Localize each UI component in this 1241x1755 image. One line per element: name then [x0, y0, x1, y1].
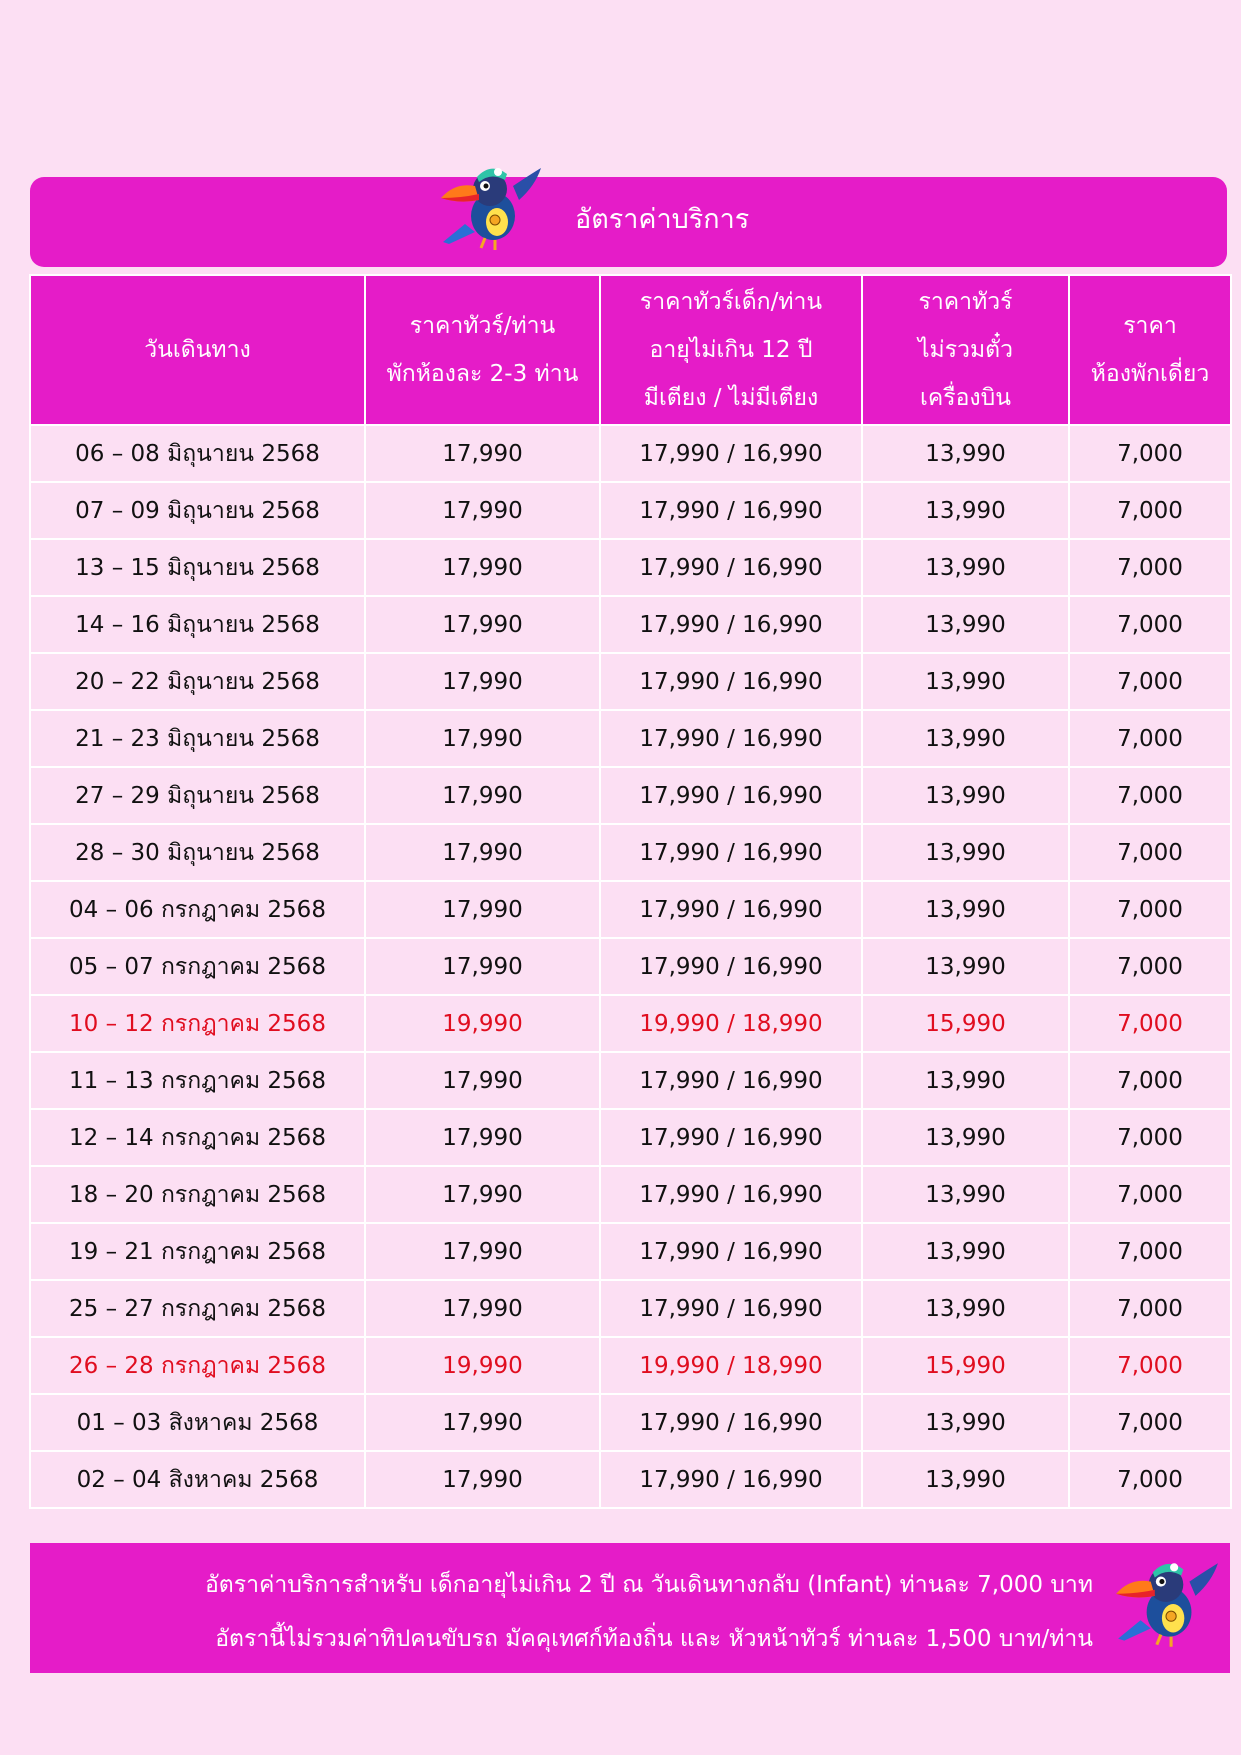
cell-single-room-price: 7,000	[1069, 539, 1231, 596]
cell-adult-price: 17,990	[365, 653, 600, 710]
cell-date: 20 – 22 มิถุนายน 2568	[30, 653, 365, 710]
table-row	[30, 824, 1231, 881]
footer-tip-note: อัตรานี้ไม่รวมค่าทิปคนขับรถ มัคคุเทศก์ท้องถิ่น และ หัวหน้าทัวร์ ท่านละ 1,500 บาท/ท่าน	[215, 1626, 1093, 1652]
cell-child-price: 17,990 / 16,990	[600, 425, 862, 482]
col-header-line: ราคา	[1123, 313, 1177, 339]
cell-date: 12 – 14 กรกฎาคม 2568	[30, 1109, 365, 1166]
cell-no-ticket-price: 13,990	[862, 1052, 1069, 1109]
cell-single-room-price: 7,000	[1069, 596, 1231, 653]
col-header-no-ticket-price	[862, 275, 1069, 425]
cell-date: 28 – 30 มิถุนายน 2568	[30, 824, 365, 881]
cell-child-price: 17,990 / 16,990	[600, 1451, 862, 1508]
cell-date: 10 – 12 กรกฎาคม 2568	[30, 995, 365, 1052]
cell-adult-price: 17,990	[365, 1166, 600, 1223]
table-row	[30, 653, 1231, 710]
page-title: อัตราค่าบริการ	[575, 204, 750, 235]
table-row	[30, 539, 1231, 596]
cell-child-price: 17,990 / 16,990	[600, 1109, 862, 1166]
cell-date: 04 – 06 กรกฎาคม 2568	[30, 881, 365, 938]
cell-no-ticket-price: 13,990	[862, 1280, 1069, 1337]
col-header-line: ราคาทัวร์เด็ก/ท่าน	[639, 289, 823, 315]
cell-date: 07 – 09 มิถุนายน 2568	[30, 482, 365, 539]
col-header-line: ราคาทัวร์/ท่าน	[409, 313, 556, 339]
cell-child-price: 17,990 / 16,990	[600, 1280, 862, 1337]
cell-no-ticket-price: 13,990	[862, 824, 1069, 881]
cell-adult-price: 17,990	[365, 710, 600, 767]
cell-child-price: 19,990 / 18,990	[600, 1337, 862, 1394]
table-row	[30, 995, 1231, 1052]
col-header-line: เครื่องบิน	[920, 385, 1011, 411]
cell-no-ticket-price: 13,990	[862, 881, 1069, 938]
cell-adult-price: 17,990	[365, 1280, 600, 1337]
cell-no-ticket-price: 13,990	[862, 938, 1069, 995]
cell-adult-price: 17,990	[365, 767, 600, 824]
cell-adult-price: 17,990	[365, 425, 600, 482]
table-row	[30, 596, 1231, 653]
cell-adult-price: 17,990	[365, 482, 600, 539]
cell-date: 06 – 08 มิถุนายน 2568	[30, 425, 365, 482]
cell-single-room-price: 7,000	[1069, 1109, 1231, 1166]
cell-child-price: 17,990 / 16,990	[600, 596, 862, 653]
cell-single-room-price: 7,000	[1069, 824, 1231, 881]
cell-date: 25 – 27 กรกฎาคม 2568	[30, 1280, 365, 1337]
col-header-date	[30, 275, 365, 425]
table-row	[30, 1337, 1231, 1394]
cell-child-price: 17,990 / 16,990	[600, 710, 862, 767]
cell-child-price: 17,990 / 16,990	[600, 1394, 862, 1451]
cell-no-ticket-price: 15,990	[862, 1337, 1069, 1394]
toucan-mascot-icon	[435, 164, 545, 254]
cell-child-price: 17,990 / 16,990	[600, 767, 862, 824]
col-header-line: ไม่รวมตั๋ว	[917, 337, 1013, 363]
cell-date: 19 – 21 กรกฎาคม 2568	[30, 1223, 365, 1280]
cell-no-ticket-price: 15,990	[862, 995, 1069, 1052]
price-table	[29, 274, 1232, 1509]
cell-adult-price: 17,990	[365, 1394, 600, 1451]
cell-single-room-price: 7,000	[1069, 1223, 1231, 1280]
table-row	[30, 710, 1231, 767]
col-header-adult-price	[365, 275, 600, 425]
col-header-line: อายุไม่เกิน 12 ปี	[649, 337, 813, 363]
cell-date: 26 – 28 กรกฎาคม 2568	[30, 1337, 365, 1394]
col-header-child-price	[600, 275, 862, 425]
cell-date: 27 – 29 มิถุนายน 2568	[30, 767, 365, 824]
cell-child-price: 17,990 / 16,990	[600, 482, 862, 539]
cell-no-ticket-price: 13,990	[862, 425, 1069, 482]
col-header-line: วันเดินทาง	[144, 337, 251, 363]
table-row	[30, 1451, 1231, 1508]
cell-single-room-price: 7,000	[1069, 1166, 1231, 1223]
cell-single-room-price: 7,000	[1069, 710, 1231, 767]
cell-no-ticket-price: 13,990	[862, 1166, 1069, 1223]
cell-single-room-price: 7,000	[1069, 995, 1231, 1052]
col-header-line: มีเตียง / ไม่มีเตียง	[643, 385, 819, 411]
cell-date: 11 – 13 กรกฎาคม 2568	[30, 1052, 365, 1109]
cell-date: 18 – 20 กรกฎาคม 2568	[30, 1166, 365, 1223]
table-row	[30, 1280, 1231, 1337]
cell-no-ticket-price: 13,990	[862, 482, 1069, 539]
cell-no-ticket-price: 13,990	[862, 653, 1069, 710]
cell-date: 14 – 16 มิถุนายน 2568	[30, 596, 365, 653]
col-header-line: พักห้องละ 2-3 ท่าน	[386, 361, 579, 387]
table-row	[30, 1223, 1231, 1280]
cell-single-room-price: 7,000	[1069, 482, 1231, 539]
col-header-line: ราคาทัวร์	[918, 289, 1013, 315]
title-bar	[30, 177, 1227, 267]
table-row	[30, 1394, 1231, 1451]
cell-no-ticket-price: 13,990	[862, 1451, 1069, 1508]
cell-child-price: 17,990 / 16,990	[600, 1223, 862, 1280]
cell-no-ticket-price: 13,990	[862, 596, 1069, 653]
table-row	[30, 881, 1231, 938]
toucan-mascot-icon	[1110, 1555, 1222, 1655]
cell-adult-price: 19,990	[365, 1337, 600, 1394]
cell-single-room-price: 7,000	[1069, 1052, 1231, 1109]
table-header-row	[30, 275, 1231, 425]
cell-adult-price: 17,990	[365, 1451, 600, 1508]
cell-single-room-price: 7,000	[1069, 767, 1231, 824]
cell-single-room-price: 7,000	[1069, 1451, 1231, 1508]
footer-note	[30, 1543, 1230, 1673]
footer-infant-note: อัตราค่าบริการสำหรับ เด็กอายุไม่เกิน 2 ปี ณ วันเดินทางกลับ (Infant) ท่านละ 7,000 บาท	[204, 1572, 1093, 1598]
cell-adult-price: 17,990	[365, 881, 600, 938]
table-row	[30, 482, 1231, 539]
cell-no-ticket-price: 13,990	[862, 539, 1069, 596]
cell-date: 01 – 03 สิงหาคม 2568	[30, 1394, 365, 1451]
cell-child-price: 17,990 / 16,990	[600, 881, 862, 938]
cell-child-price: 17,990 / 16,990	[600, 1166, 862, 1223]
cell-adult-price: 19,990	[365, 995, 600, 1052]
table-row	[30, 767, 1231, 824]
cell-child-price: 17,990 / 16,990	[600, 938, 862, 995]
cell-single-room-price: 7,000	[1069, 881, 1231, 938]
cell-child-price: 17,990 / 16,990	[600, 824, 862, 881]
table-row	[30, 1109, 1231, 1166]
table-row	[30, 1166, 1231, 1223]
cell-adult-price: 17,990	[365, 938, 600, 995]
table-row	[30, 425, 1231, 482]
cell-adult-price: 17,990	[365, 1109, 600, 1166]
cell-child-price: 17,990 / 16,990	[600, 653, 862, 710]
cell-no-ticket-price: 13,990	[862, 1394, 1069, 1451]
cell-single-room-price: 7,000	[1069, 1337, 1231, 1394]
cell-no-ticket-price: 13,990	[862, 1223, 1069, 1280]
cell-no-ticket-price: 13,990	[862, 767, 1069, 824]
cell-single-room-price: 7,000	[1069, 1280, 1231, 1337]
cell-adult-price: 17,990	[365, 596, 600, 653]
cell-adult-price: 17,990	[365, 1223, 600, 1280]
cell-adult-price: 17,990	[365, 824, 600, 881]
cell-adult-price: 17,990	[365, 1052, 600, 1109]
cell-child-price: 17,990 / 16,990	[600, 539, 862, 596]
cell-adult-price: 17,990	[365, 539, 600, 596]
cell-no-ticket-price: 13,990	[862, 1109, 1069, 1166]
cell-no-ticket-price: 13,990	[862, 710, 1069, 767]
cell-child-price: 17,990 / 16,990	[600, 1052, 862, 1109]
table-row	[30, 1052, 1231, 1109]
col-header-single-room	[1069, 275, 1231, 425]
table-row	[30, 938, 1231, 995]
cell-date: 05 – 07 กรกฎาคม 2568	[30, 938, 365, 995]
cell-single-room-price: 7,000	[1069, 653, 1231, 710]
cell-date: 13 – 15 มิถุนายน 2568	[30, 539, 365, 596]
cell-date: 02 – 04 สิงหาคม 2568	[30, 1451, 365, 1508]
cell-single-room-price: 7,000	[1069, 938, 1231, 995]
cell-single-room-price: 7,000	[1069, 1394, 1231, 1451]
col-header-line: ห้องพักเดี่ยว	[1090, 361, 1210, 387]
cell-child-price: 19,990 / 18,990	[600, 995, 862, 1052]
cell-single-room-price: 7,000	[1069, 425, 1231, 482]
cell-date: 21 – 23 มิถุนายน 2568	[30, 710, 365, 767]
